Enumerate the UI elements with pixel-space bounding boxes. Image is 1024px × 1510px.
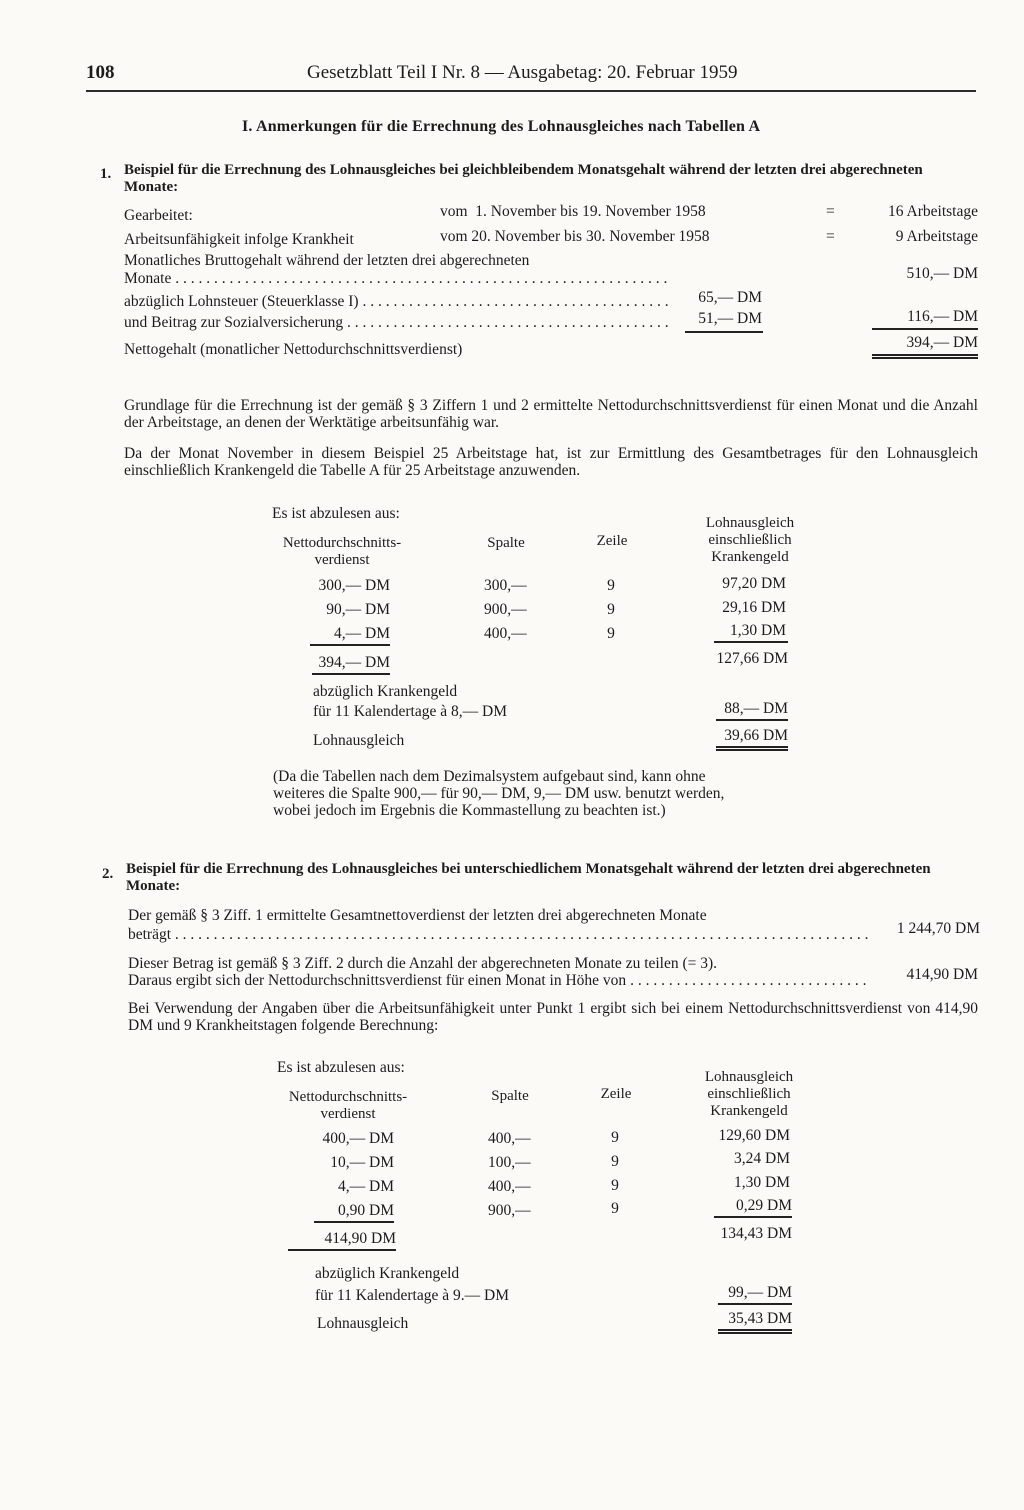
table2-sick-label1: abzüglich Krankengeld (315, 1265, 460, 1282)
table2-sick-underline (718, 1303, 792, 1305)
avg-line2: Daraus ergibt sich der Nettodurchschnittsverdienst für einen Monat in Höhe von . . . (128, 972, 868, 990)
example1-paragraph2: Da der Monat November in diesem Beispiel 25 Arbeitstage hat, ist zur Ermittlung des Gesamtbetrages für den Lohnausgleich einschließlich Krankengeld die Tabelle A für 25 Arbeitstage anzuwenden. (124, 445, 978, 479)
table2-row4-column: 900,— (488, 1202, 531, 1219)
table2-row2-result: 3,24 DM (734, 1150, 790, 1167)
table1-row3-line: 9 (607, 625, 615, 642)
table2-row3-result: 1,30 DM (734, 1174, 790, 1191)
example1-number: 1. (100, 166, 112, 182)
table2-row4-result: 0,29 DM (736, 1197, 792, 1214)
avg-value: 414,90 DM (906, 966, 978, 983)
table2-intro: Es ist abzulesen aus: (277, 1059, 405, 1076)
table2-col-result: Lohnausgleich einschließlich Krankengeld (704, 1069, 794, 1119)
table2-row3-column: 400,— (488, 1178, 531, 1195)
net-underline-2 (872, 357, 978, 359)
gross-line1: Monatliches Bruttogehalt während der letzten drei abgerechneten (124, 252, 530, 269)
worked-label: Gearbeitet: (124, 207, 193, 224)
social-label: und Beitrag zur Sozialversicherung . . . (124, 314, 672, 332)
gross-value: 510,— DM (906, 265, 978, 282)
table1-sick-value: 88,— DM (724, 700, 788, 717)
table2-row1-result: 129,60 DM (718, 1127, 790, 1144)
table1-row3-amount: 4,— DM (334, 625, 390, 642)
table1-row1-column: 300,— (484, 577, 527, 594)
section-title: I. Anmerkungen für die Errechnung des Lohnausgleiches nach Tabellen A (242, 118, 761, 135)
example2-heading: Beispiel für die Errechnung des Lohnausgleiches bei unterschiedlichem Monatsgehalt während der letzten drei abgerechneten Monate: (126, 861, 931, 894)
table1-result-underline (714, 641, 788, 643)
table1-sick-label1: abzüglich Krankengeld (313, 683, 458, 700)
table1-sick-underline (716, 719, 788, 721)
table2-final-underline-2 (718, 1332, 792, 1334)
table2-result-underline (714, 1216, 792, 1218)
table1-col-spalte: Spalte (487, 535, 525, 551)
table1-col-result: Lohnausgleich einschließlich Krankengeld (705, 515, 795, 565)
sick-days: 9 Arbeitstage (895, 228, 978, 245)
table2-final-value: 35,43 DM (728, 1310, 792, 1327)
table1-row3-result: 1,30 DM (730, 622, 786, 639)
sick-period: vom 20. November bis 30. November 1958 (440, 228, 710, 245)
net-underline-1 (872, 354, 978, 356)
table1-col-net: Nettodurchschnitts-verdienst (282, 535, 402, 568)
table2-sum-amount: 414,90 DM (324, 1230, 396, 1247)
table2-row2-column: 100,— (488, 1154, 531, 1171)
table2-row3-line: 9 (611, 1177, 619, 1194)
table2-final-label: Lohnausgleich (317, 1315, 409, 1332)
table2-sick-label2: für 11 Kalendertage à 9.— DM (315, 1287, 509, 1304)
table1-row1-line: 9 (607, 577, 615, 594)
table2-sum-underline (288, 1249, 396, 1251)
table1-intro: Es ist abzulesen aus: (272, 505, 400, 522)
gross-line2: Monate . . . (124, 270, 672, 288)
avg-line1: Dieser Betrag ist gemäß § 3 Ziff. 2 durch die Anzahl der abgerechneten Monate zu teilen (= 3). (128, 955, 718, 972)
table2-col-spalte: Spalte (491, 1088, 529, 1104)
table1-row1-amount: 300,— DM (318, 577, 390, 594)
table2-col-zeile: Zeile (600, 1086, 632, 1102)
sick-eq: = (826, 228, 835, 245)
example1-heading: Beispiel für die Errechnung des Lohnausgleiches bei gleichbleibendem Monatsgehalt während der letzten drei abgerechneten Monate: (124, 162, 923, 195)
table2-amount-underline (314, 1221, 394, 1223)
table1-row2-amount: 90,— DM (326, 601, 390, 618)
table1-final-underline-1 (716, 746, 788, 748)
deductions-total: 116,— DM (907, 308, 978, 325)
table2-row1-column: 400,— (488, 1130, 531, 1147)
total-value: 1 244,70 DM (896, 920, 980, 937)
table1-sum-amount: 394,— DM (318, 654, 390, 671)
table1-row3-column: 400,— (484, 625, 527, 642)
table1-final-value: 39,66 DM (724, 727, 788, 744)
table2-sick-value: 99,— DM (728, 1284, 792, 1301)
deductions-underline (685, 331, 763, 333)
deductions-total-underline (872, 328, 978, 330)
example2-paragraph: Bei Verwendung der Angaben über die Arbeitsunfähigkeit unter Punkt 1 ergibt sich bei einem Nettodurchschnittsverdienst von 414,90 DM und 9 Krankheitstagen folgende Berechnung: (128, 1000, 978, 1034)
table1-row2-line: 9 (607, 601, 615, 618)
table2-row1-amount: 400,— DM (322, 1130, 394, 1147)
table1-sum-result: 127,66 DM (716, 650, 788, 667)
table2-row2-amount: 10,— DM (330, 1154, 394, 1171)
table2-row4-amount: 0,90 DM (338, 1202, 394, 1219)
table1-row2-result: 29,16 DM (722, 599, 786, 616)
table2-sum-result: 134,43 DM (720, 1225, 792, 1242)
table1-sum-underline (312, 673, 390, 675)
tax-label: abzüglich Lohnsteuer (Steuerklasse I) . . . (124, 293, 672, 311)
worked-eq: = (826, 203, 835, 220)
note-line3: wobei jedoch im Ergebnis die Kommastellung zu beachten ist.) (273, 802, 666, 819)
sick-label: Arbeitsunfähigkeit infolge Krankheit (124, 231, 354, 248)
running-title: Gesetzblatt Teil I Nr. 8 — Ausgabetag: 20. Februar 1959 (307, 62, 738, 83)
social-value: 51,— DM (698, 310, 762, 327)
table1-row2-column: 900,— (484, 601, 527, 618)
page-number: 108 (86, 62, 115, 83)
worked-period: vom 1. November bis 19. November 1958 (440, 203, 706, 220)
tax-value: 65,— DM (698, 289, 762, 306)
table1-row1-result: 97,20 DM (722, 575, 786, 592)
note-line1: (Da die Tabellen nach dem Dezimalsystem aufgebaut sind, kann ohne (273, 768, 706, 785)
total-line2: beträgt . . . (128, 926, 868, 944)
table2-final-underline-1 (718, 1329, 792, 1331)
worked-days: 16 Arbeitstage (888, 203, 978, 220)
table2-row4-line: 9 (611, 1200, 619, 1217)
example2-number: 2. (102, 866, 114, 882)
table2-row1-line: 9 (611, 1129, 619, 1146)
table1-sick-label2: für 11 Kalendertage à 8,— DM (313, 703, 507, 720)
note-line2: weiteres die Spalte 900,— für 90,— DM, 9,— DM usw. benutzt werden, (273, 785, 725, 802)
header-rule (86, 90, 976, 92)
total-line1: Der gemäß § 3 Ziff. 1 ermittelte Gesamtnettoverdienst der letzten drei abgerechneten Monate (128, 907, 707, 924)
net-label: Nettogehalt (monatlicher Nettodurchschnittsverdienst) (124, 341, 463, 358)
table2-row2-line: 9 (611, 1153, 619, 1170)
net-value: 394,— DM (906, 334, 978, 351)
table2-row3-amount: 4,— DM (338, 1178, 394, 1195)
table1-final-label: Lohnausgleich (313, 732, 405, 749)
example1-paragraph1: Grundlage für die Errechnung ist der gemäß § 3 Ziffern 1 und 2 ermittelte Nettodurchschnittsverdienst für einen Monat und die Anzahl der Arbeitstage, an denen der Werktätige arbeitsunfähig war. (124, 397, 978, 431)
table2-col-net: Nettodurchschnitts-verdienst (288, 1089, 408, 1122)
table1-col-zeile: Zeile (596, 533, 628, 549)
table1-amount-underline (310, 644, 390, 646)
table1-final-underline-2 (716, 749, 788, 751)
